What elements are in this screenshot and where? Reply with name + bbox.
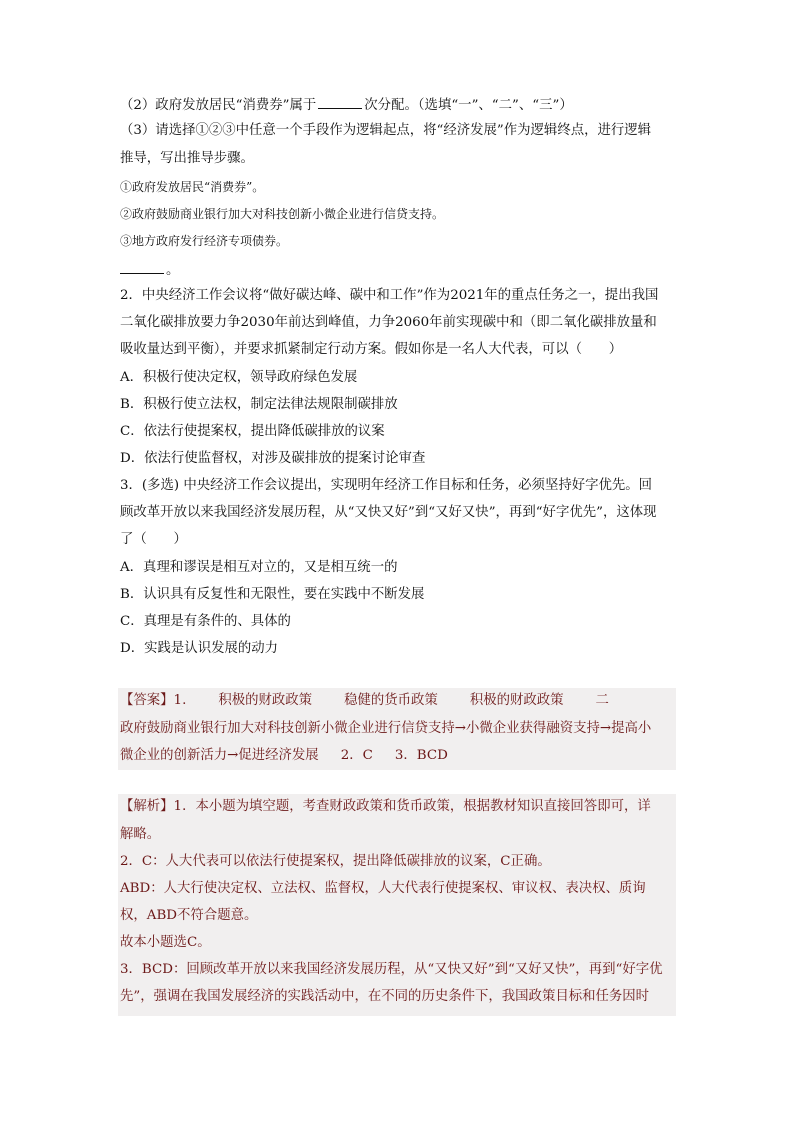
- analysis-line2: 解略。: [120, 827, 161, 842]
- q3-option-b: B．认识具有反复性和无限性，要在实践中不断发展: [120, 587, 425, 602]
- q1-part3-line2: 推导，写出推导步骤。: [120, 151, 254, 166]
- q3-option-c: C．真理是有条件的、具体的: [120, 614, 291, 629]
- analysis-line7: 3．BCD：回顾改革开放以来我国经济发展历程，从“又快又好”到“又好又快”，再到“好字优: [120, 962, 663, 977]
- analysis-line3: 2．C：人大代表可以依法行使提案权，提出降低碳排放的议案，C正确。: [120, 854, 551, 869]
- answer-line3: 微企业的创新活力→促进经济发展 2．C 3．BCD: [120, 748, 448, 763]
- q2-stem-line1: 2．中央经济工作会议将“做好碳达峰、碳中和工作”作为2021年的重点任务之一，提出我国: [120, 288, 659, 303]
- q1-part2: （2）政府发放居民“消费券”属于 次分配。（选填“一”、“二”、“三”）: [120, 95, 680, 115]
- q2-stem-line3: 吸收量达到平衡），并要求抓紧制定行动方案。假如你是一名人大代表，可以（ ）: [120, 342, 623, 357]
- answer-line2: 政府鼓励商业银行加大对科技创新小微企业进行信贷支持→小微企业获得融资支持→提高小: [120, 721, 652, 736]
- analysis-line8: 先”，强调在我国发展经济的实践活动中，在不同的历史条件下，我国政策目标和任务因时: [120, 989, 650, 1004]
- q2-option-a: A．积极行使决定权，领导政府绿色发展: [120, 370, 358, 385]
- q1-option-3: ③地方政府发行经济专项债券。: [120, 234, 289, 248]
- fill-blank[interactable]: [120, 260, 164, 274]
- analysis-line5: 权，ABD不符合题意。: [120, 908, 258, 923]
- q3-stem-line2: 顾改革开放以来我国经济发展历程，从“又快又好”到“又好又快”，再到“好字优先”，这体现: [120, 505, 657, 520]
- q1-option-2: ②政府鼓励商业银行加大对科技创新小微企业进行信贷支持。: [120, 207, 445, 221]
- answer-line1: 【答案】1. 积极的财政政策 稳健的货币政策 积极的财政政策 二: [120, 693, 609, 708]
- q3-option-d: D．实践是认识发展的动力: [120, 641, 279, 656]
- fill-blank[interactable]: [318, 95, 362, 109]
- q1-part3-line1: （3）请选择①②③中任意一个手段作为逻辑起点，将“经济发展”作为逻辑终点，进行逻辑: [120, 123, 652, 138]
- q1-option-1: ①政府发放居民“消费券”。: [120, 180, 265, 194]
- analysis-line4: ABD：人大行使决定权、立法权、监督权，人大代表行使提案权、审议权、表决权、质询: [120, 881, 646, 896]
- q3-stem-line3: 了（ ）: [120, 532, 187, 547]
- q2-option-c: C．依法行使提案权，提出降低碳排放的议案: [120, 424, 385, 439]
- q2-option-d: D．依法行使监督权，对涉及碳排放的提案讨论审查: [120, 451, 426, 466]
- q1-answer-blank: 。: [120, 260, 680, 280]
- analysis-line1: 【解析】1．本小题为填空题，考查财政政策和货币政策，根据教材知识直接回答即可，详: [120, 799, 651, 814]
- analysis-line6: 故本小题选C。: [120, 935, 211, 950]
- q2-stem-line2: 二氧化碳排放要力争2030年前达到峰值，力争2060年前实现碳中和（即二氧化碳排放量和: [120, 315, 657, 330]
- q3-stem-line1: 3．(多选) 中央经济工作会议提出，实现明年经济工作目标和任务，必须坚持好字优先。回: [120, 478, 653, 493]
- q3-option-a: A．真理和谬误是相互对立的，又是相互统一的: [120, 560, 398, 575]
- q2-option-b: B．积极行使立法权，制定法律法规限制碳排放: [120, 397, 398, 412]
